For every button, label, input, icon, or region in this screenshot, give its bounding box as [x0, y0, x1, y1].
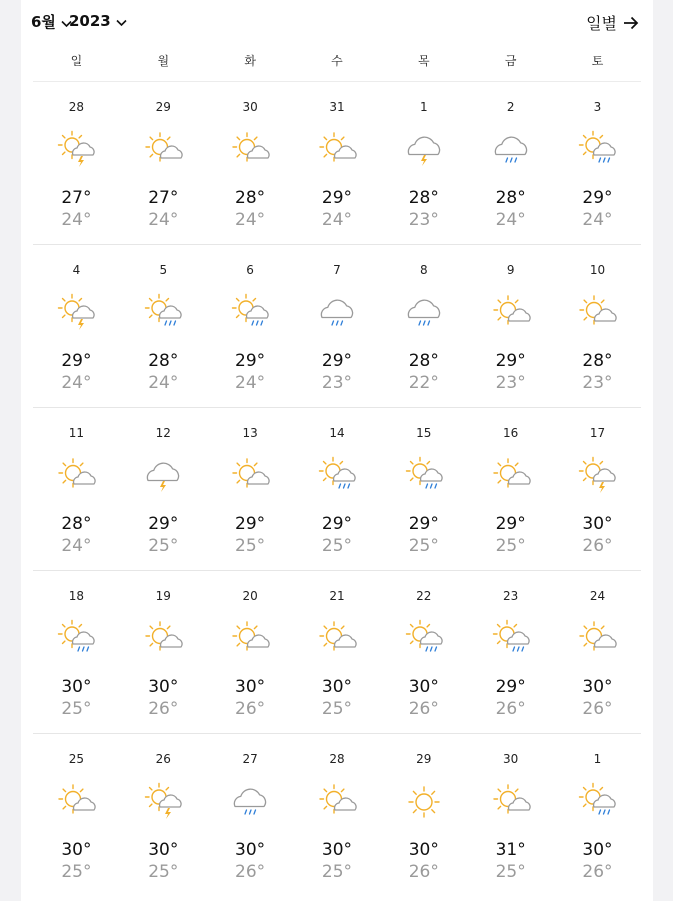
- day-cell[interactable]: [467, 408, 554, 570]
- high-temp: 29°: [495, 351, 526, 371]
- day-cell[interactable]: [207, 245, 294, 407]
- day-cell[interactable]: [380, 571, 467, 733]
- cloud-lightning-icon: [143, 456, 183, 496]
- week-row: [33, 82, 641, 245]
- calendar-header: [21, 0, 653, 44]
- sun-cloud-rain-icon: [404, 456, 444, 496]
- high-temp: 30°: [235, 677, 266, 697]
- high-temp: 30°: [235, 840, 266, 860]
- weekday-wed: 수: [331, 54, 343, 68]
- high-temp: 30°: [148, 677, 179, 697]
- day-number: 1: [593, 752, 602, 766]
- monthly-weather-card: [21, 0, 653, 901]
- day-cell[interactable]: [33, 82, 120, 244]
- sun-cloud-icon: [56, 782, 96, 822]
- low-temp: 24°: [61, 210, 92, 230]
- day-cell[interactable]: [554, 734, 641, 896]
- weekday-mon: 월: [157, 54, 170, 68]
- sun-cloud-icon: [317, 130, 357, 170]
- high-temp: 29°: [321, 514, 353, 534]
- weekday-header-row: [33, 45, 641, 82]
- day-cell[interactable]: [380, 245, 467, 407]
- day-number: 16: [503, 426, 519, 440]
- day-cell[interactable]: [120, 734, 207, 896]
- low-temp: 25°: [321, 862, 353, 882]
- day-number: 5: [159, 263, 168, 277]
- day-number: 17: [589, 426, 606, 440]
- day-number: 28: [68, 100, 85, 114]
- low-temp: 24°: [148, 210, 179, 230]
- sun-cloud-icon: [491, 456, 531, 496]
- sun-cloud-icon: [230, 130, 270, 170]
- day-cell[interactable]: [33, 408, 120, 570]
- day-number: 13: [242, 426, 258, 440]
- day-cell[interactable]: [33, 245, 120, 407]
- day-cell[interactable]: [467, 734, 554, 896]
- sun-cloud-rain-icon: [317, 456, 357, 496]
- low-temp: 26°: [582, 536, 613, 556]
- day-number: 8: [419, 263, 428, 277]
- day-number: 28: [329, 752, 345, 766]
- cloud-rain-icon: [404, 293, 444, 333]
- sun-cloud-icon: [491, 293, 531, 333]
- sun-cloud-rain-icon: [404, 619, 444, 659]
- day-number: 1: [419, 100, 428, 114]
- year-label: 2023: [69, 12, 111, 30]
- high-temp: 28°: [235, 188, 266, 208]
- day-cell[interactable]: [294, 245, 381, 407]
- day-number: 10: [589, 263, 606, 277]
- low-temp: 24°: [321, 210, 353, 230]
- sun-cloud-rain-icon: [56, 619, 96, 659]
- day-number: 21: [329, 589, 345, 603]
- low-temp: 25°: [148, 536, 179, 556]
- day-cell[interactable]: [33, 571, 120, 733]
- low-temp: 26°: [408, 699, 439, 719]
- low-temp: 24°: [235, 373, 266, 393]
- day-cell[interactable]: [467, 571, 554, 733]
- day-cell[interactable]: [380, 82, 467, 244]
- arrow-right-icon: [623, 16, 639, 30]
- day-cell[interactable]: [380, 408, 467, 570]
- low-temp: 25°: [235, 536, 266, 556]
- high-temp: 29°: [321, 351, 353, 371]
- day-number: 24: [589, 589, 606, 603]
- day-cell[interactable]: [554, 571, 641, 733]
- day-number: 4: [72, 263, 81, 277]
- cloud-lightning-icon: [404, 130, 444, 170]
- day-cell[interactable]: [294, 408, 381, 570]
- week-row: [33, 571, 641, 734]
- day-cell[interactable]: [467, 245, 554, 407]
- low-temp: 26°: [235, 699, 266, 719]
- low-temp: 24°: [235, 210, 266, 230]
- low-temp: 24°: [495, 210, 526, 230]
- high-temp: 30°: [582, 840, 613, 860]
- day-number: 25: [68, 752, 85, 766]
- sun-cloud-icon: [230, 619, 270, 659]
- high-temp: 28°: [61, 514, 92, 534]
- low-temp: 26°: [495, 699, 526, 719]
- day-cell[interactable]: [33, 734, 120, 896]
- day-cell[interactable]: [294, 571, 381, 733]
- low-temp: 25°: [321, 536, 353, 556]
- high-temp: 30°: [61, 840, 92, 860]
- weekday-fri: 금: [504, 54, 517, 68]
- calendar-grid: [33, 82, 641, 896]
- low-temp: 26°: [582, 699, 613, 719]
- low-temp: 26°: [582, 862, 613, 882]
- high-temp: 27°: [148, 188, 179, 208]
- high-temp: 28°: [495, 188, 526, 208]
- day-number: 9: [506, 263, 515, 277]
- low-temp: 25°: [408, 536, 439, 556]
- month-label: 6월: [31, 13, 56, 31]
- high-temp: 29°: [321, 188, 353, 208]
- day-cell[interactable]: [120, 245, 207, 407]
- high-temp: 29°: [235, 514, 266, 534]
- low-temp: 25°: [61, 699, 92, 719]
- sun-cloud-icon: [317, 619, 357, 659]
- year-selector[interactable]: [69, 11, 127, 31]
- low-temp: 25°: [321, 699, 353, 719]
- high-temp: 30°: [148, 840, 179, 860]
- weekday-thu: 목: [418, 54, 430, 68]
- chevron-down-icon: [116, 13, 127, 31]
- day-number: 27: [242, 752, 258, 766]
- low-temp: 24°: [61, 373, 92, 393]
- high-temp: 28°: [408, 351, 439, 371]
- low-temp: 26°: [148, 699, 179, 719]
- low-temp: 23°: [408, 210, 439, 230]
- sun-cloud-icon: [491, 782, 531, 822]
- daily-view-link[interactable]: [586, 11, 639, 34]
- day-number: 15: [416, 426, 432, 440]
- high-temp: 30°: [321, 677, 353, 697]
- week-row: [33, 245, 641, 408]
- sun-cloud-rain-icon: [577, 782, 617, 822]
- high-temp: 29°: [582, 188, 613, 208]
- high-temp: 30°: [582, 677, 613, 697]
- cloud-rain-icon: [491, 130, 531, 170]
- high-temp: 30°: [408, 840, 439, 860]
- sun-icon: [404, 782, 444, 822]
- sun-cloud-icon: [230, 456, 270, 496]
- day-cell[interactable]: [294, 734, 381, 896]
- day-number: 20: [242, 589, 258, 603]
- high-temp: 27°: [61, 188, 92, 208]
- low-temp: 24°: [61, 536, 92, 556]
- day-cell[interactable]: [207, 82, 294, 244]
- sun-cloud-rain-icon: [143, 293, 183, 333]
- sun-cloud-icon: [317, 782, 357, 822]
- low-temp: 26°: [235, 862, 266, 882]
- week-row: [33, 408, 641, 571]
- low-temp: 24°: [582, 210, 613, 230]
- day-cell[interactable]: [294, 82, 381, 244]
- high-temp: 29°: [235, 351, 266, 371]
- high-temp: 28°: [582, 351, 613, 371]
- day-number: 19: [155, 589, 171, 603]
- high-temp: 28°: [408, 188, 439, 208]
- day-cell[interactable]: [207, 408, 294, 570]
- high-temp: 29°: [148, 514, 179, 534]
- day-cell[interactable]: [380, 734, 467, 896]
- day-number: 30: [503, 752, 519, 766]
- low-temp: 25°: [495, 862, 526, 882]
- low-temp: 23°: [321, 373, 353, 393]
- day-number: 11: [68, 426, 85, 440]
- day-number: 31: [329, 100, 345, 114]
- sun-cloud-icon: [143, 130, 183, 170]
- high-temp: 31°: [495, 840, 526, 860]
- sun-cloud-lightning-icon: [577, 456, 617, 496]
- day-number: 26: [155, 752, 171, 766]
- day-cell[interactable]: [207, 571, 294, 733]
- sun-cloud-icon: [56, 456, 96, 496]
- low-temp: 24°: [148, 373, 179, 393]
- sun-cloud-icon: [143, 619, 183, 659]
- sun-cloud-lightning-icon: [56, 130, 96, 170]
- sun-cloud-lightning-icon: [143, 782, 183, 822]
- day-number: 2: [506, 100, 515, 114]
- high-temp: 30°: [582, 514, 613, 534]
- weekday-sat: 토: [591, 54, 604, 68]
- high-temp: 30°: [408, 677, 439, 697]
- sun-cloud-rain-icon: [577, 130, 617, 170]
- month-selector[interactable]: [31, 11, 72, 32]
- day-number: 3: [593, 100, 602, 114]
- cloud-rain-icon: [317, 293, 357, 333]
- day-cell[interactable]: [120, 408, 207, 570]
- day-cell[interactable]: [554, 82, 641, 244]
- low-temp: 23°: [582, 373, 613, 393]
- day-number: 12: [155, 426, 171, 440]
- sun-cloud-rain-icon: [491, 619, 531, 659]
- day-number: 6: [246, 263, 254, 277]
- day-number: 18: [68, 589, 85, 603]
- cloud-rain-icon: [230, 782, 270, 822]
- low-temp: 23°: [495, 373, 526, 393]
- high-temp: 29°: [495, 514, 526, 534]
- day-cell[interactable]: [207, 734, 294, 896]
- sun-cloud-icon: [577, 293, 617, 333]
- day-number: 22: [416, 589, 432, 603]
- day-number: 7: [333, 263, 341, 277]
- weekday-sun: 일: [70, 54, 83, 68]
- high-temp: 29°: [408, 514, 439, 534]
- high-temp: 30°: [61, 677, 92, 697]
- daily-label: 일별: [586, 14, 617, 33]
- sun-cloud-rain-icon: [230, 293, 270, 333]
- day-number: 29: [416, 752, 432, 766]
- high-temp: 28°: [148, 351, 179, 371]
- high-temp: 29°: [61, 351, 92, 371]
- low-temp: 25°: [495, 536, 526, 556]
- sun-cloud-lightning-icon: [56, 293, 96, 333]
- day-cell[interactable]: [120, 571, 207, 733]
- low-temp: 25°: [61, 862, 92, 882]
- weekday-tue: 화: [244, 54, 256, 68]
- day-cell[interactable]: [120, 82, 207, 244]
- day-cell[interactable]: [467, 82, 554, 244]
- day-number: 14: [329, 426, 345, 440]
- low-temp: 26°: [408, 862, 439, 882]
- day-cell[interactable]: [554, 408, 641, 570]
- high-temp: 29°: [495, 677, 526, 697]
- day-number: 29: [155, 100, 171, 114]
- day-number: 30: [242, 100, 258, 114]
- day-number: 23: [503, 589, 519, 603]
- week-row: [33, 734, 641, 896]
- sun-cloud-icon: [577, 619, 617, 659]
- low-temp: 25°: [148, 862, 179, 882]
- low-temp: 22°: [408, 373, 439, 393]
- high-temp: 30°: [321, 840, 353, 860]
- day-cell[interactable]: [554, 245, 641, 407]
